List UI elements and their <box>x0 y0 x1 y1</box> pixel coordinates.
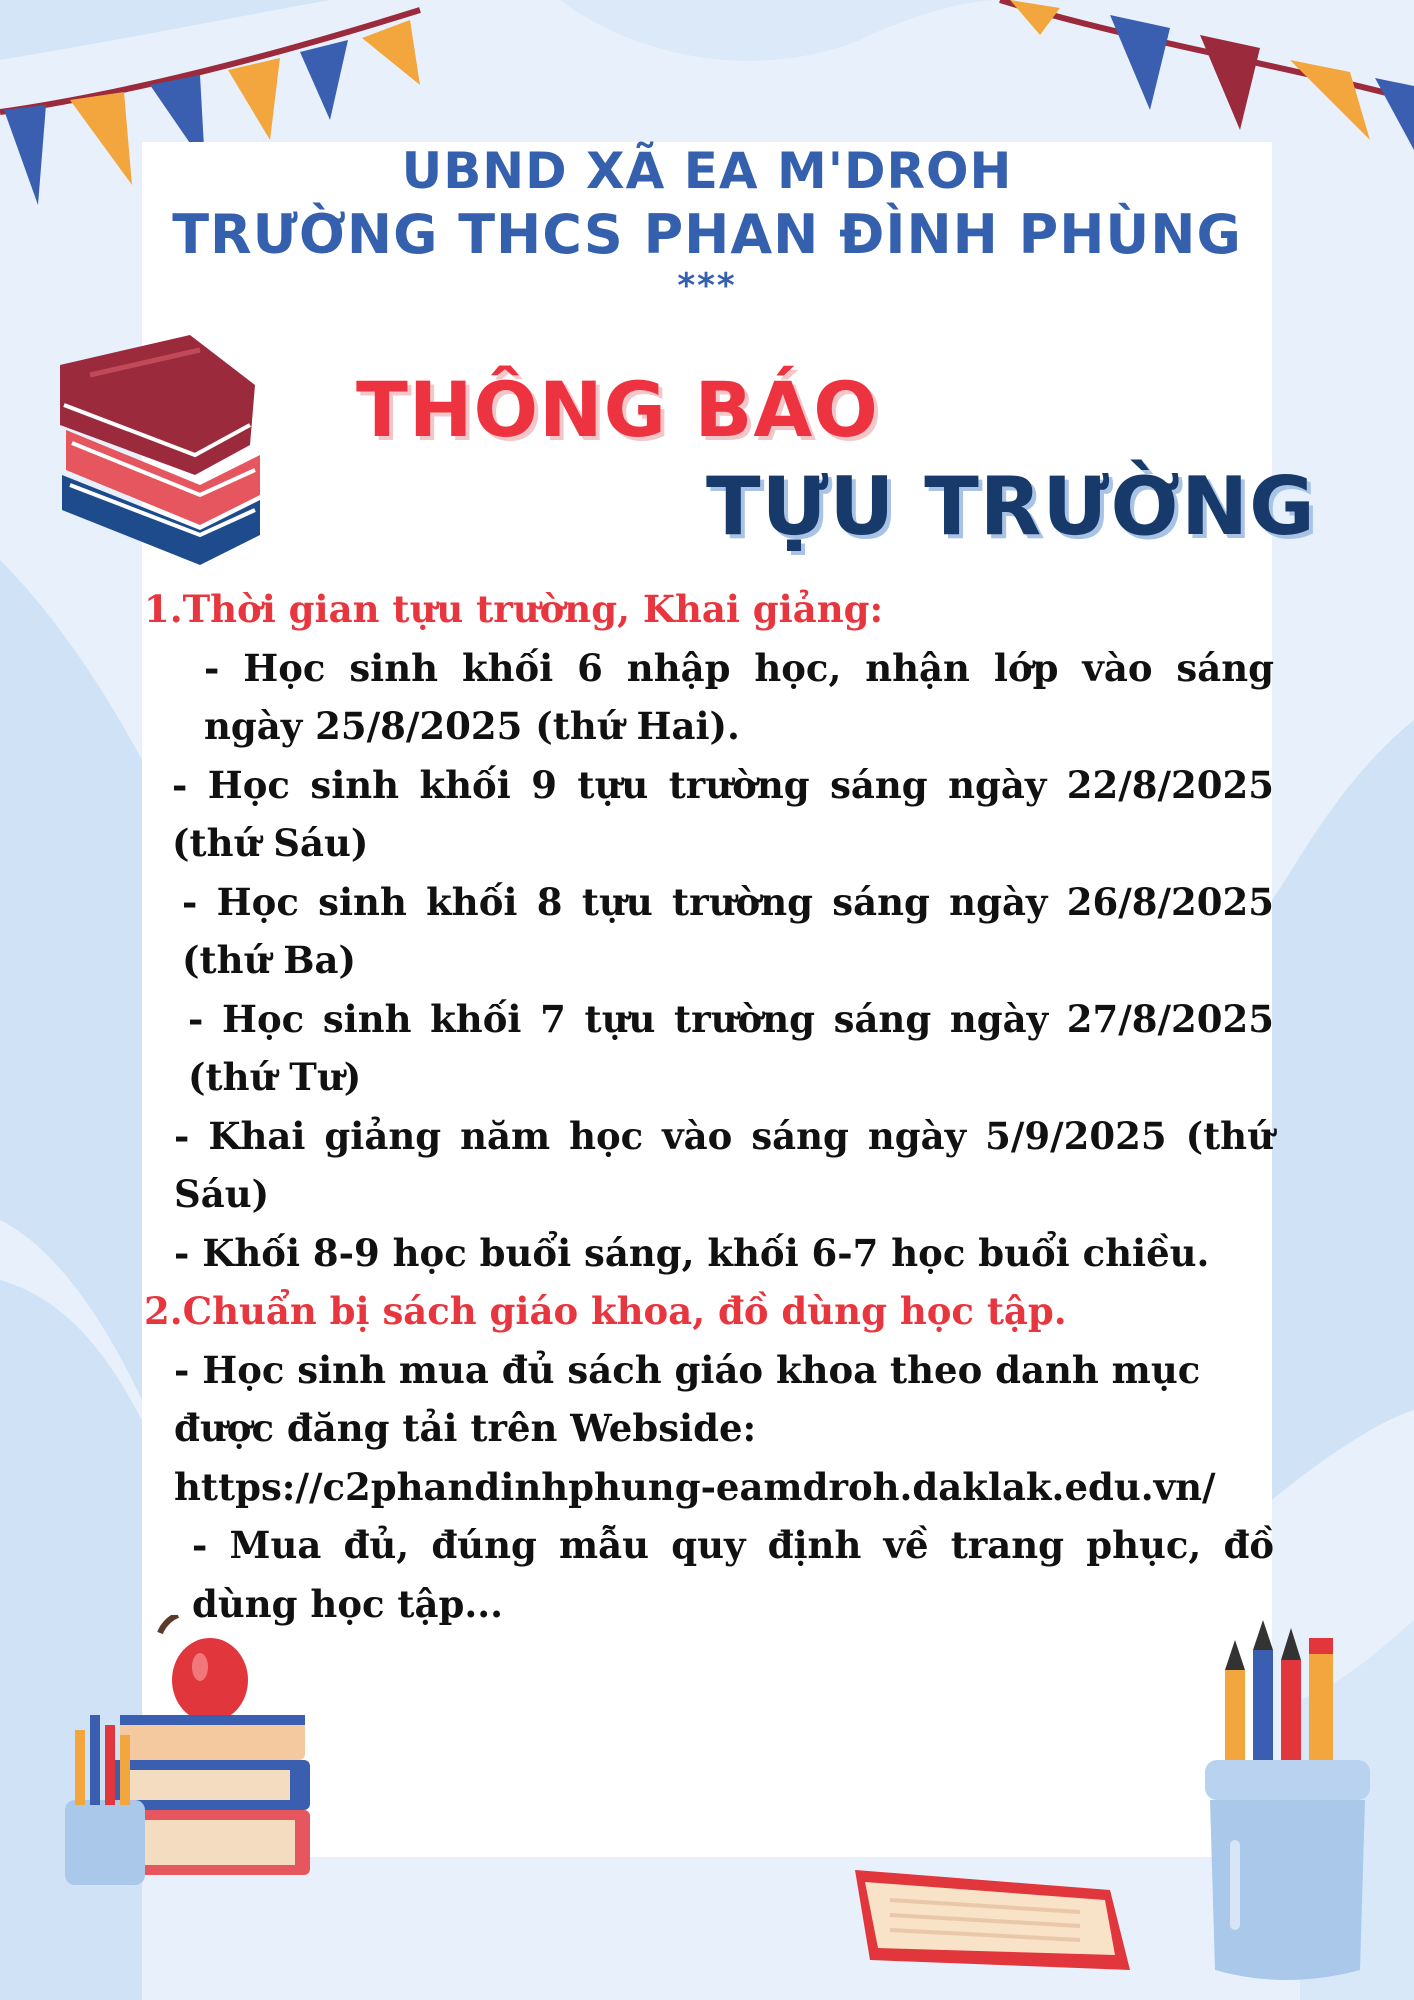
list-item: - Mua đủ, đúng mẫu quy định về trang phục, đồ dùng học tập... <box>192 1523 1274 1626</box>
title-tuu-truong: TỰU TRƯỜNG <box>706 460 1316 553</box>
list-item: - Học sinh khối 8 tựu trường sáng ngày 26/8/2025 (thứ Ba) <box>182 879 1274 982</box>
school-name: TRƯỜNG THCS PHAN ĐÌNH PHÙNG <box>172 203 1242 266</box>
list-item: - Khối 8-9 học buổi sáng, khối 6-7 học buổi chiều. <box>174 1230 1210 1275</box>
authority-name: UBND XÃ EA M'DROH <box>401 142 1013 200</box>
list-item: - Học sinh khối 9 tựu trường sáng ngày 22/8/2025 (thứ Sáu) <box>172 762 1274 865</box>
notice-body <box>144 580 1274 1633</box>
pencil-cup-icon <box>1185 1610 1385 1990</box>
section-heading: 1.Thời gian tựu trường, Khai giảng: <box>144 587 884 631</box>
header-stars: *** <box>677 266 737 306</box>
list-item: - Học sinh khối 6 nhập học, nhận lớp vào sáng ngày 25/8/2025 (thứ Hai). <box>204 645 1274 748</box>
list-item: - Học sinh khối 7 tựu trường sáng ngày 27/8/2025 (thứ Tư) <box>188 996 1274 1099</box>
list-item: - Khai giảng năm học vào sáng ngày 5/9/2025 (thứ Sáu) <box>174 1113 1274 1216</box>
title-thong-bao: THÔNG BÁO <box>356 365 879 454</box>
apple-books-icon <box>60 1615 320 1885</box>
open-book-icon <box>850 1850 1130 1990</box>
book-stack-icon <box>50 325 270 565</box>
list-item: - Học sinh mua đủ sách giáo khoa theo danh mục được đăng tải trên Webside: https://c2phandinhphung-eamdroh.daklak.edu.vn/ <box>174 1347 1216 1509</box>
section-heading: 2.Chuẩn bị sách giáo khoa, đồ dùng học tập. <box>144 1289 1067 1333</box>
